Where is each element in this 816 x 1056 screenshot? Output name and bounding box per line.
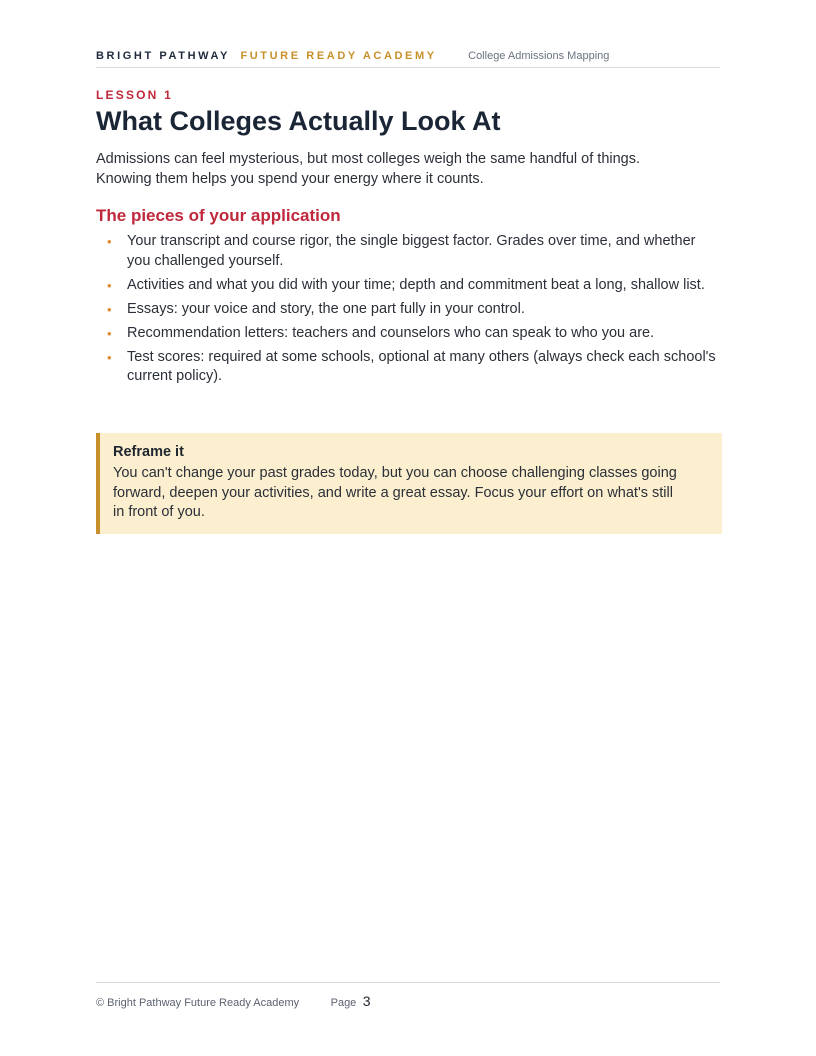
- bullet-icon: •: [107, 234, 112, 249]
- list-item-text: Recommendation letters: teachers and counselors who can speak to who you are.: [127, 324, 655, 341]
- bullet-icon: •: [107, 301, 112, 317]
- bullet-icon: •: [107, 325, 112, 341]
- section-heading: The pieces of your application: [96, 206, 341, 225]
- footer-copyright: © Bright Pathway Future Ready Academy: [96, 997, 300, 1009]
- list-item-text: Your transcript and course rigor, the single biggest factor. Grades over time, and whether you challenged yourself.: [127, 233, 696, 269]
- list-item: [96, 232, 720, 271]
- list-item: [96, 276, 720, 296]
- brand-name-secondary: FUTURE READY ACADEMY: [240, 50, 437, 62]
- page-title: What Colleges Actually Look At: [96, 106, 501, 136]
- list-item: [96, 324, 720, 344]
- header-subtitle: College Admissions Mapping: [468, 50, 610, 62]
- reframe-callout: [96, 433, 722, 534]
- page-number: 3: [362, 993, 371, 1009]
- list-item-text: Activities and what you did with your time; depth and commitment beat a long, shallow list.: [127, 276, 705, 293]
- list-item: [96, 348, 720, 387]
- intro-paragraph: Admissions can feel mysterious, but most colleges weigh the same handful of things. Knowing them helps you spend your energy where it counts.: [96, 151, 641, 187]
- list-item-text: Essays: your voice and story, the one part fully in your control.: [127, 300, 525, 317]
- page-header: [96, 46, 720, 68]
- callout-body: You can't change your past grades today, but you can choose challenging classes going forward, deepen your activities, and write a great essay. Focus your effort on what's still in front of you.: [113, 465, 677, 520]
- callout-title: Reframe it: [113, 444, 184, 460]
- lesson-label: LESSON 1: [96, 88, 173, 102]
- bullet-icon: •: [107, 277, 112, 293]
- brand-name-primary: BRIGHT PATHWAY: [96, 50, 230, 62]
- page-footer: [96, 982, 720, 1011]
- footer-page-label: Page: [330, 997, 357, 1009]
- bullet-icon: •: [107, 349, 112, 365]
- list-item-text: Test scores: required at some schools, optional at many others (always check each school's current policy).: [127, 348, 716, 384]
- list-item: [96, 300, 720, 320]
- application-pieces-list: [96, 232, 720, 391]
